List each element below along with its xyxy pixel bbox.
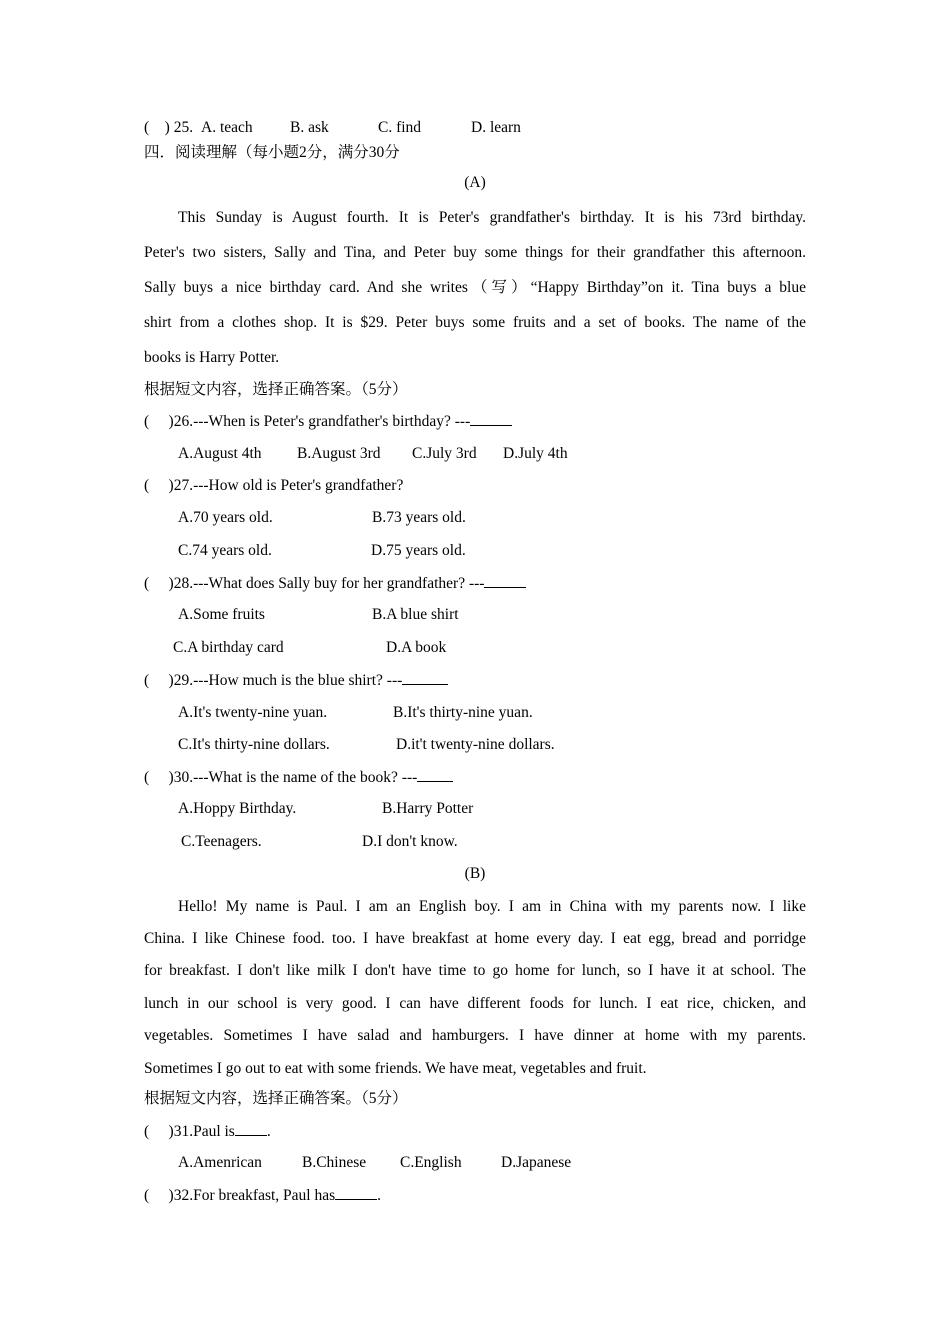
q25-option-a: A. teach: [201, 119, 253, 136]
q29-option-c: C.It's thirty-nine dollars.: [178, 736, 330, 753]
passage-b-line-4: lunch in our school is very good. I can have different foods for lunch. I eat rice, chicken, and: [144, 995, 806, 1012]
q32-stem: ( )32.For breakfast, Paul has .: [144, 1187, 381, 1204]
q25-option-d: D. learn: [471, 119, 521, 136]
q26-option-b: B.August 3rd: [297, 445, 381, 462]
q30-option-d: D.I don't know.: [362, 833, 458, 850]
q27-option-c: C.74 years old.: [178, 542, 272, 559]
q29-option-a: A.It's twenty-nine yuan.: [178, 704, 328, 721]
q27-stem: ( )27.---How old is Peter's grandfather?: [144, 477, 404, 494]
q26-stem: ( )26.---When is Peter's grandfather's birthday? ---: [144, 411, 512, 432]
q29-option-b: B.It's thirty-nine yuan.: [393, 704, 533, 721]
passage-b-line-2: China. I like Chinese food. too. I have breakfast at home every day. I eat egg, bread and porridge: [144, 930, 806, 947]
q30-stem: ( )30.---What is the name of the book? ---: [144, 767, 453, 788]
q31-option-a: A.Amenrican: [178, 1154, 262, 1171]
passage-b-instruction: 根据短文内容，选择正确答案。（5分）: [144, 1090, 408, 1107]
q28-option-b: B.A blue shirt: [372, 606, 459, 623]
q26-option-c: C.July 3rd: [412, 445, 477, 462]
passage-a-line-4: shirt from a clothes shop. It is $29. Peter buys some fruits and a set of books. The name of the: [144, 314, 806, 331]
q28-option-a: A.Some fruits: [178, 606, 265, 623]
q30-option-b: B.Harry Potter: [382, 800, 474, 817]
q29-stem: ( )29.---How much is the blue shirt? ---: [144, 670, 448, 691]
q25-option-b: B. ask: [290, 119, 329, 136]
q31-option-b: B.Chinese: [302, 1154, 367, 1171]
q28-option-d: D.A book: [386, 639, 447, 656]
q27-option-b: B.73 years old.: [372, 509, 466, 526]
passage-a-line-1: This Sunday is August fourth. It is Peter's grandfather's birthday. It is his 73rd birthday.: [178, 209, 806, 226]
q28-stem: ( )28.---What does Sally buy for her grandfather? ---: [144, 573, 526, 594]
q27-option-a: A.70 years old.: [178, 509, 273, 526]
q25-option-c: C. find: [378, 119, 422, 136]
section-title: 四．阅读理解（每小题2分，满分30分: [144, 144, 400, 161]
q30-option-c: C.Teenagers.: [181, 833, 262, 850]
passage-b-label: (B): [464, 865, 486, 882]
passage-b-line-6: Sometimes I go out to eat with some friends. We have meat, vegetables and fruit.: [144, 1060, 647, 1077]
passage-a-line-2: Peter's two sisters, Sally and Tina, and Peter buy some things for their grandfather this afternoon.: [144, 244, 806, 261]
q26-option-a: A.August 4th: [178, 445, 262, 462]
q31-stem: ( )31.Paul is .: [144, 1123, 271, 1140]
passage-a-line-5: books is Harry Potter.: [144, 349, 280, 366]
passage-a-label: (A): [464, 174, 486, 191]
q31-option-c: C.English: [400, 1154, 462, 1171]
passage-a-instruction: 根据短文内容，选择正确答案。（5分）: [144, 381, 408, 398]
q27-option-d: D.75 years old.: [371, 542, 466, 559]
passage-b-line-1: Hello! My name is Paul. I am an English boy. I am in China with my parents now. I like: [178, 898, 806, 915]
passage-a-line-3: Sally buys a nice birthday card. And she writes（写）“Happy Birthday”on it. Tina buys a blue: [144, 279, 806, 296]
q25-stem: ( ) 25.: [144, 119, 194, 136]
passage-b-line-3: for breakfast. I don't like milk I don't have time to go home for lunch, so I have it at school. The: [144, 962, 806, 979]
q31-option-d: D.Japanese: [501, 1154, 572, 1171]
q26-option-d: D.July 4th: [503, 445, 568, 462]
q28-option-c: C.A birthday card: [173, 639, 284, 656]
q29-option-d: D.it't twenty-nine dollars.: [396, 736, 555, 753]
q30-option-a: A.Hoppy Birthday.: [178, 800, 297, 817]
passage-b-line-5: vegetables. Sometimes I have salad and hamburgers. I have dinner at home with my parents.: [144, 1027, 806, 1044]
